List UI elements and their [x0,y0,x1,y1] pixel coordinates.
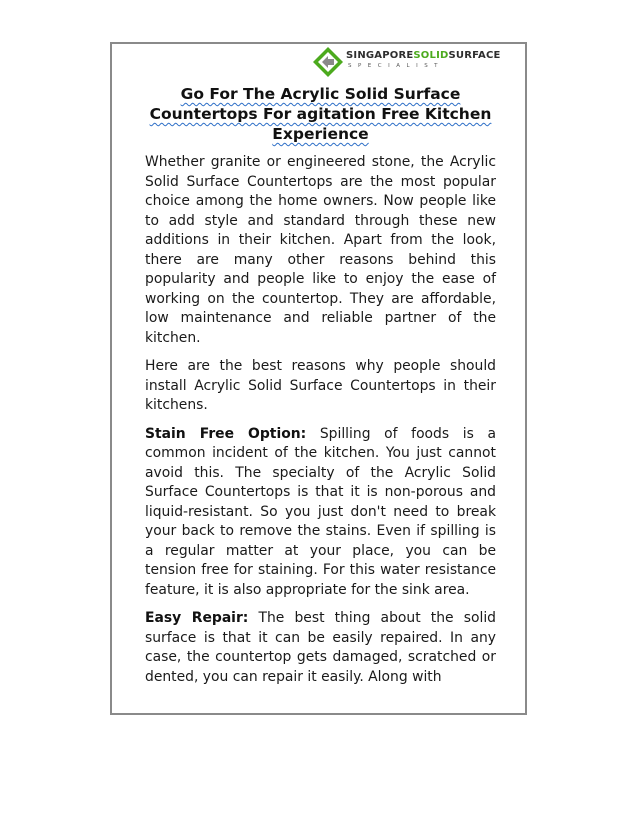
document-body [145,153,496,696]
paragraph-text: Spilling of foods is a common incident of the kitchen. You just cannot avoid this. The specialty of the Acrylic Solid Surface Countertops is that it is non-porous and liquid-resistant. So you just don't need to break your back to remove the stains. Even if spilling is a regular matter at your place, you can be tension free for staining. For this water resistance feature, it is also appropriate for the sink area. [145,425,496,598]
logo-word-singapore: SINGAPORE [346,50,414,61]
paragraph-stain-free [145,425,496,601]
paragraph-lead: Easy Repair: [145,610,249,626]
diamond-arrow-logo-icon [312,46,344,78]
logo-tagline: SPECIALIST [348,63,445,69]
document-page [110,42,527,715]
paragraph-reasons [145,357,496,416]
logo-wordmark [346,50,501,61]
logo-word-surface: SURFACE [448,50,501,61]
paragraph-text: Here are the best reasons why people should install Acrylic Solid Surface Countertops in their kitchens. [145,358,496,413]
logo-word-solid: SOLID [413,50,449,61]
document-title [132,84,509,144]
paragraph-intro [145,153,496,348]
paragraph-text: The best thing about the solid surface is that it can be easily repaired. In any case, the countertop gets damaged, scratched or dented, you can repair it easily. Along with [145,610,497,685]
document-title-text: Go For The Acrylic Solid Surface Countertops For agitation Free Kitchen Experience [149,85,492,143]
paragraph-lead: Stain Free Option: [145,425,307,442]
paragraph-text: Whether granite or engineered stone, the Acrylic Solid Surface Countertops are the most popular choice among the home owners. Now people like to add style and standard through these new additions in their kitchen. Apart from the look, there are many other reasons behind this popularity and people like to enjoy the ease of working on the countertop. They are affordable, low maintenance and reliable partner of the kitchen. [145,154,496,346]
company-logo [312,46,512,78]
paragraph-easy-repair [145,609,496,687]
